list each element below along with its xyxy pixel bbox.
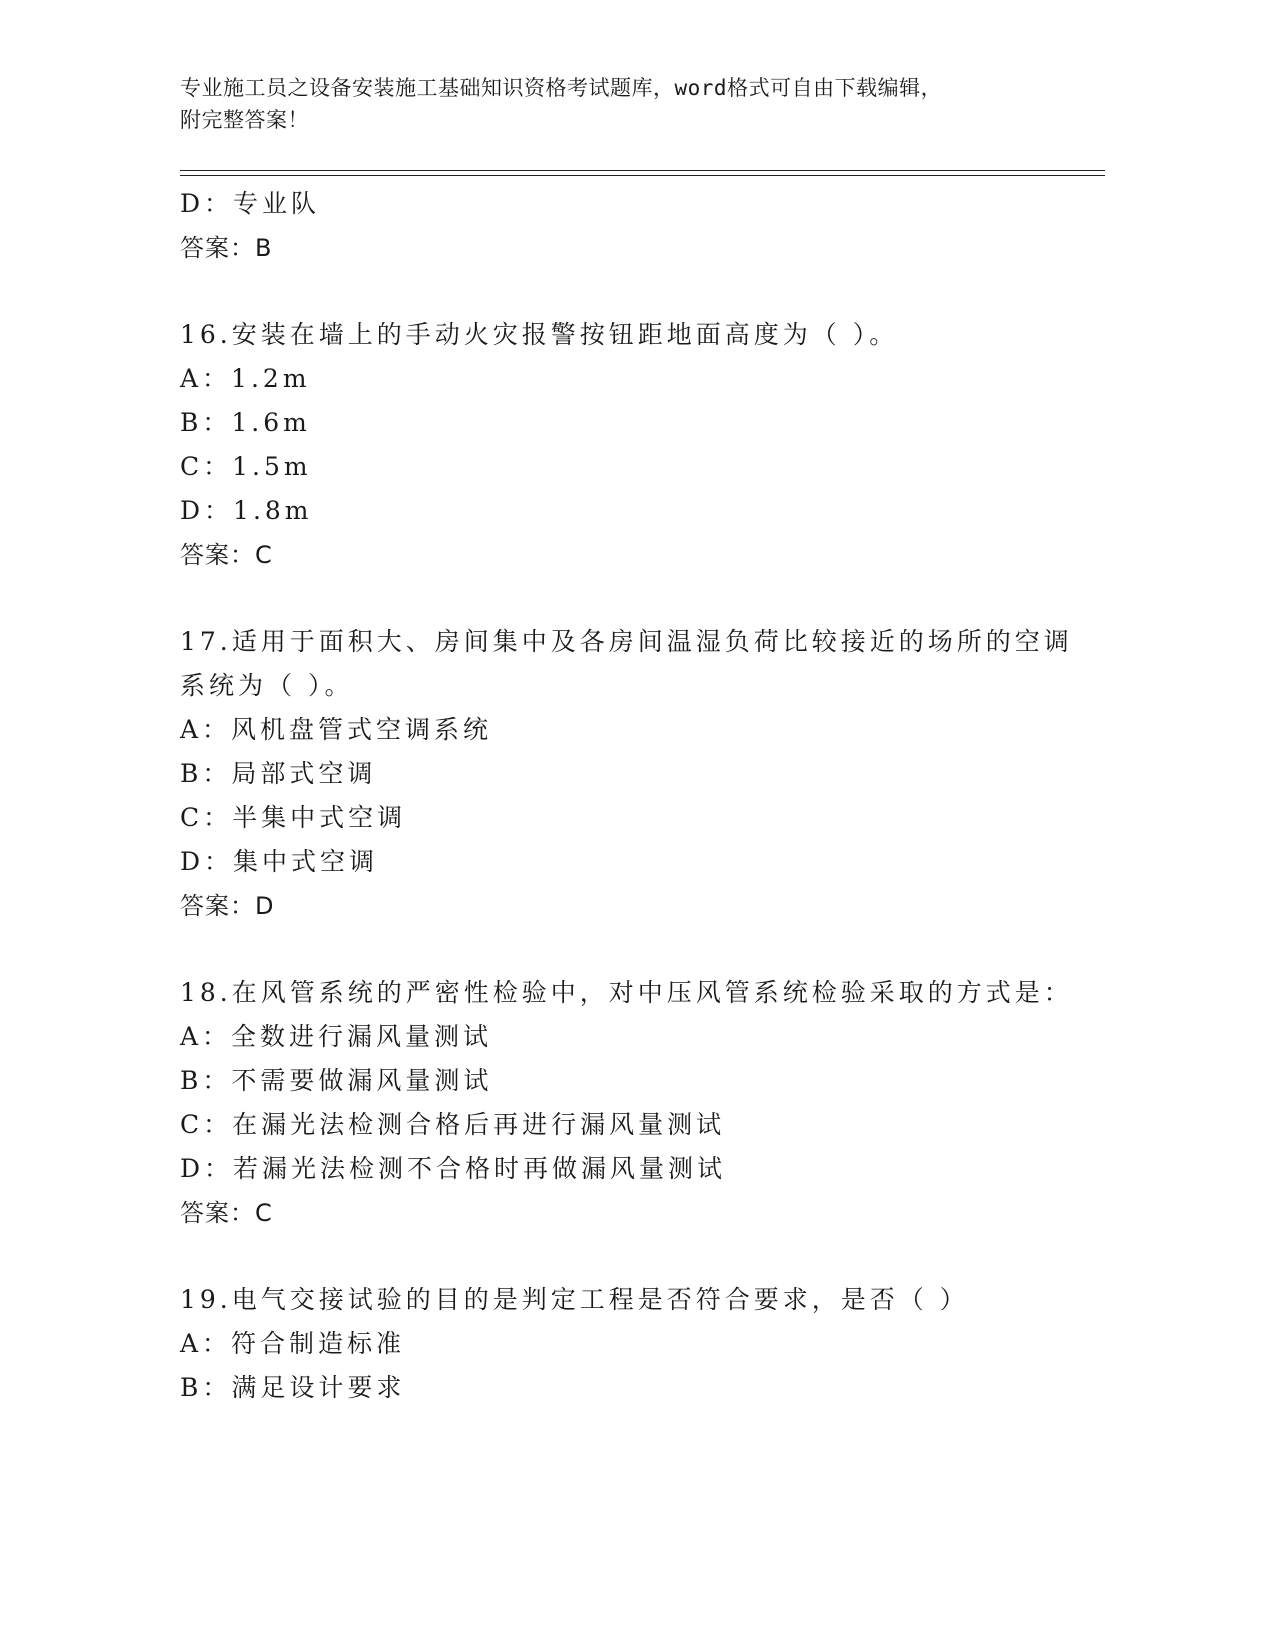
question-text: 17.适用于面积大、房间集中及各房间温湿负荷比较接近的场所的空调 [180, 627, 1073, 656]
question-text: 16.安装在墙上的手动火灾报警按钮距地面高度为（ ）。 [180, 320, 899, 349]
option-a: A：符合制造标准 [180, 1329, 406, 1358]
prev-answer: 答案：B [180, 234, 273, 262]
option-b: B：不需要做漏风量测试 [180, 1066, 493, 1095]
option-a: A：风机盘管式空调系统 [180, 715, 493, 744]
header-rule-top [180, 170, 1105, 171]
option-c: C：在漏光法检测合格后再进行漏风量测试 [180, 1110, 726, 1139]
answer: 答案：C [180, 541, 273, 569]
question-text: 18.在风管系统的严密性检验中，对中压风管系统检验采取的方式是： [180, 978, 1073, 1007]
header-line-2: 附完整答案！ [180, 108, 309, 132]
option-b: B：1.6m [180, 408, 311, 437]
header-rule-bottom [180, 175, 1105, 176]
option-d: D：集中式空调 [180, 847, 379, 876]
option-b: B：局部式空调 [180, 759, 377, 788]
question-text: 19.电气交接试验的目的是判定工程是否符合要求，是否（ ） [180, 1285, 969, 1314]
option-a: A：1.2m [180, 364, 311, 393]
option-b: B：满足设计要求 [180, 1373, 406, 1402]
header-line-1: 专业施工员之设备安装施工基础知识资格考试题库，word格式可自由下载编辑， [180, 76, 943, 100]
option-a: A：全数进行漏风量测试 [180, 1022, 493, 1051]
answer: 答案：C [180, 1199, 273, 1227]
question-content [180, 182, 1080, 1410]
question-17 [180, 620, 1080, 928]
option-c: C：半集中式空调 [180, 803, 407, 832]
option-d: D：1.8m [180, 496, 313, 525]
question-text-cont: 系统为（ ）。 [180, 671, 354, 700]
page-header [180, 72, 1080, 136]
prev-option-d: D：专业队 [180, 189, 321, 218]
option-d: D：若漏光法检测不合格时再做漏风量测试 [180, 1154, 727, 1183]
question-18 [180, 971, 1080, 1235]
answer: 答案：D [180, 892, 275, 920]
question-16 [180, 313, 1080, 577]
question-19 [180, 1278, 1080, 1410]
option-c: C：1.5m [180, 452, 312, 481]
